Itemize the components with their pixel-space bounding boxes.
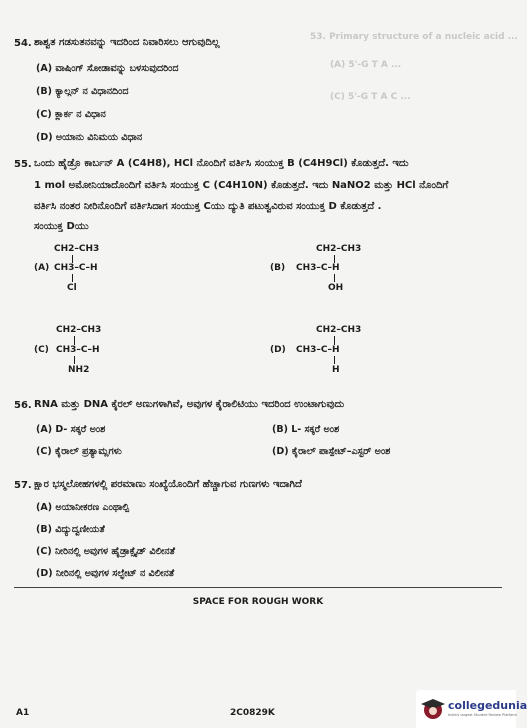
bond-line [334,255,335,263]
bond-line [74,356,75,364]
q54-option-b[interactable] [36,86,129,97]
question-57-number: 57. [14,480,32,491]
question-55-line-4: ಸಂಯುಕ್ತ Dಯು [34,221,89,232]
option-label: (D) [270,345,286,355]
q55-option-c[interactable] [34,323,154,383]
option-label: (C) [36,446,52,457]
option-label: (D) [272,446,289,457]
graduate-icon [420,696,446,722]
q56-option-a[interactable] [36,424,105,435]
structure-substituent: OH [328,283,344,293]
option-label: (A) [34,263,50,273]
question-56-number: 56. [14,400,32,411]
option-label: (D) [36,132,53,143]
collegedunia-logo [416,690,527,728]
question-56-text: RNA ಮತ್ತು DNA ಕೈರಲ್ ಅಣುಗಳಾಗಿವೆ, ಅವುಗಳ ಕೈರಾಲಿಟಿಯು ಇದರಿಂದ ಉಂಟಾಗುವುದು [34,399,345,410]
option-label: (A) [36,63,53,74]
q57-option-a[interactable] [36,502,129,513]
structure-main-chain: CH3–C–H [56,345,100,355]
option-text: L- ಸಕ್ಕರೆ ಅಂಶ [291,424,340,435]
question-55-line-3: ವರ್ತಿಸಿ ನಂತರ ನೀರಿನೊಂದಿಗೆ ವರ್ತಿಸಿದಾಗ ಸಂಯುಕ್ತ Cಯು ದ್ಯುತಿ ಪಟುತ್ವವಿರುವ ಸಂಯುಕ್ತ D ಕೊಡುತ್ತದೆ . [34,201,382,212]
page-code: A1 [16,708,30,718]
q56-option-c[interactable] [36,446,122,457]
structure-substituent: H [332,365,340,375]
structure-substituent: Cl [67,283,77,293]
option-text: ಅಯಾನೀಕರಣ ಎಂಥಾಲ್ಪಿ [55,502,130,513]
bond-line [72,274,73,282]
option-text: D- ಸಕ್ಕರೆ ಅಂಶ [55,424,106,435]
q54-option-d[interactable] [36,132,142,143]
q54-option-c[interactable] [36,109,106,120]
option-label: (B) [36,524,52,535]
q54-option-a[interactable] [36,63,179,74]
option-text: ವಾಷಿಂಗ್ ಸೋಡಾವನ್ನು ಬಳಸುವುದರಿಂದ [55,63,179,74]
structure-main-chain: CH3–C–H [54,263,98,273]
q56-option-b[interactable] [272,424,339,435]
bond-line [334,356,335,364]
option-text: ಅಯಾನು ವಿನಿಮಯ ವಿಧಾನ [55,132,143,143]
option-label: (C) [36,109,52,120]
q57-option-d[interactable] [36,568,174,579]
bond-line [74,336,75,345]
structure-top-group: CH2–CH3 [54,244,100,254]
q57-option-c[interactable] [36,546,175,557]
q55-option-a[interactable] [34,244,154,304]
q55-option-d[interactable] [270,323,390,383]
structure-substituent: NH2 [68,365,90,375]
option-text: ಕ್ಯಾಲ್ಗನ್ ನ ವಿಧಾನದಿಂದ [55,86,129,97]
structure-top-group: CH2–CH3 [316,244,362,254]
question-57-text: ಕ್ಷಾರ ಭಸ್ಮಲೋಹಗಳಲ್ಲಿ ಪರಮಾಣು ಸಂಖ್ಯೆಯೊಂದಿಗೆ ಹೆಚ್ಚಾಗುವ ಗುಣಗಳು ಇದಾಗಿದೆ [34,479,302,490]
bond-line [334,336,335,345]
bleed-through-text: (A) 5'-G T A ... [330,60,402,70]
option-text: ನೀರಿನಲ್ಲಿ ಅವುಗಳ ಹೈಡ್ರಾಕ್ಸೈಡ್ ವಿಲೀನತೆ [54,546,175,557]
option-label: (D) [36,568,53,579]
rough-work-label: SPACE FOR ROUGH WORK [192,597,324,607]
option-label: (B) [272,424,288,435]
option-label: (A) [36,424,53,435]
logo-name: collegedunia [448,699,527,712]
q55-option-b[interactable] [270,244,390,304]
q56-option-d[interactable] [272,446,390,457]
paper-code: 2C0829K [230,708,275,718]
question-55-line-1: ಒಂದು ಹೈಡ್ರೊ ಕಾರ್ಬನ್ A (C4H8), HCl ನೊಂದಿಗೆ ವರ್ತಿಸಿ ಸಂಯುಕ್ತ B (C4H9Cl) ಕೊಡುತ್ತದೆ. ಇದು [34,158,409,169]
bleed-through-text: 53. Primary structure of a nucleic acid ... [310,32,518,42]
structure-main-chain: CH3–C–H [296,345,340,355]
option-label: (C) [36,546,52,557]
option-text: ವಿದ್ಯುದ್ವಣೀಯತೆ [55,524,105,535]
question-55-number: 55. [14,159,32,170]
q57-option-b[interactable] [36,524,105,535]
option-label: (B) [36,86,52,97]
question-54-text: ಶಾಶ್ವತ ಗಡಸುತನವನ್ನು ಇದರಿಂದ ನಿವಾರಿಸಲು ಆಗುವುದಿಲ್ಲ [34,37,220,48]
option-text: ನೀರಿನಲ್ಲಿ ಅವುಗಳ ಸಲ್ಫೇಟ್ ನ ವಿಲೀನತೆ [55,568,175,579]
bond-line [72,255,73,263]
option-label: (C) [34,345,49,355]
structure-top-group: CH2–CH3 [56,325,102,335]
structure-main-chain: CH3–C–H [296,263,340,273]
structure-top-group: CH2–CH3 [316,325,362,335]
option-text: ಕೈರಾಲ್ ಪಾಸ್ಪೇಟ್–ಎಸ್ಟರ್ ಅಂಶ [291,446,391,457]
option-text: ಕ್ಲಾರ್ಕ ನ ವಿಧಾನ [54,109,106,120]
rough-work-divider [14,587,502,588]
bleed-through-text: (C) 5'-G T A C ... [330,92,411,102]
option-text: ಕೈರಾಲ್ ಪ್ರತ್ಯಾಮ್ಲಗಳು [54,446,122,457]
question-55-line-2: 1 mol ಅಮೋನಿಯಾದೊಂದಿಗೆ ವರ್ತಿಸಿ ಸಂಯುಕ್ತ C (C4H10N) ಕೊಡುತ್ತದೆ. ಇದು NaNO2 ಮತ್ತು HCl ನೊಂದಿಗೆ [34,180,449,191]
logo-tagline: India's largest Student Review Platform [448,713,517,717]
question-54-number: 54. [14,38,32,49]
option-label: (A) [36,502,53,513]
option-label: (B) [270,263,286,273]
bond-line [334,274,335,282]
